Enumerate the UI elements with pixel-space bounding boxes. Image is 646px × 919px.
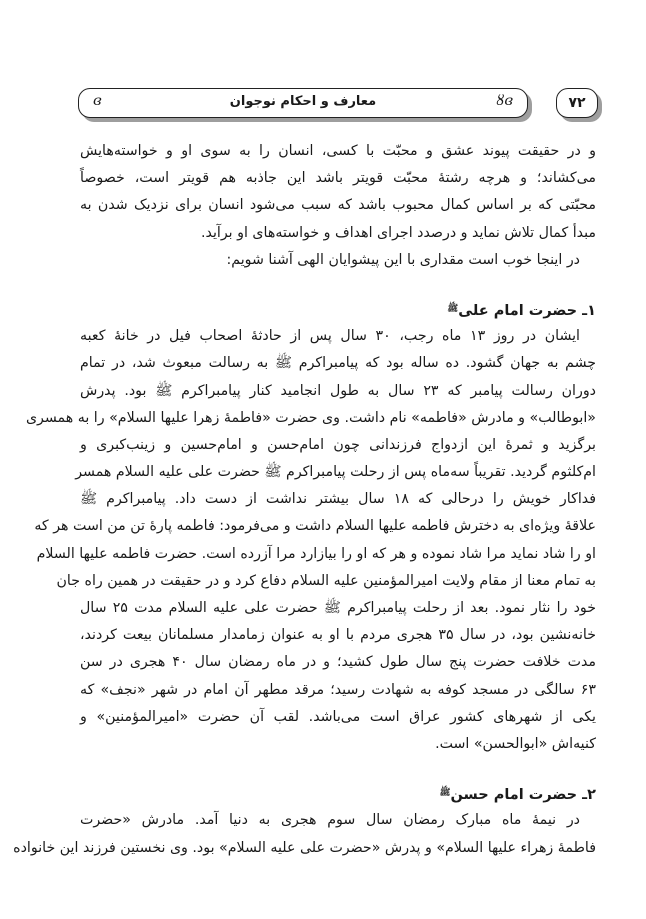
text-line: علاقهٔ ویژه‌ای به دخترش فاطمه عليها السلام داشت و می‌فرمود: فاطمه پارهٔ تن من است هر که bbox=[34, 518, 596, 535]
text-line: «ابوطالب» و مادرش «فاطمه» نام داشت. وی حضرت «فاطمهٔ زهرا عليها السلام» را به همسری bbox=[25, 409, 596, 426]
text-line: خود را نثار نمود. بعد از رحلت پیامبراکرم ﷺ حضرت علی عليه السلام مدت ۲۵ سال bbox=[80, 600, 596, 616]
text-line: محبّتی که بر اساس کمال محبوب باشد که سبب می‌شود انسان برای نزدیک شدن به bbox=[80, 197, 596, 214]
text-line: به تمام معنا از مقام ولایت امیرالمؤمنین عليه السلام دفاع کرد و در حقیقت در همین راه جان bbox=[56, 572, 596, 589]
text-line: مدت خلافت حضرت پنج سال طول کشید؛ و در ماه رمضان سال ۴۰ هجری در سن bbox=[80, 654, 596, 671]
text-line: می‌کشاند؛ و هرچه رشتهٔ محبّت قویتر باشد این جاذبه هم قویتر است، خصوصاً bbox=[80, 170, 596, 187]
page-number: ۷۲ bbox=[556, 88, 598, 118]
text-line: در اینجا خوب است مقداری با این پیشوایان الهی آشنا شویم: bbox=[226, 251, 580, 268]
text-line: فداکار خویش را درحالی که ۱۸ سال بیشتر نداشت از دست داد. پیامبراکرم ﷺ bbox=[80, 491, 596, 508]
ornament-right-icon: ȣɞ bbox=[496, 93, 513, 109]
text-line: چشم به جهان گشود. ده ساله بود که پیامبراکرم ﷺ به رسالت مبعوث شد، در تمام bbox=[80, 355, 596, 372]
text-line: ایشان در روز ۱۳ ماه رجب، ۳۰ سال پس از حادثهٔ اصحاب فیل در خانهٔ کعبه bbox=[80, 328, 580, 345]
page-header bbox=[78, 88, 598, 118]
text-line: خانه‌نشین بود، در سال ۳۵ هجری مردم با او به عنوان زمامدار مسلمانان بیعت کردند، bbox=[80, 627, 596, 644]
text-line: ام‌کلثوم گردید. تقریباً سه‌ماه پس از رحلت پیامبراکرم ﷺ حضرت علی عليه السلام همسر bbox=[75, 464, 596, 481]
text-line: فاطمهٔ زهراء عليها السلام» و پدرش «حضرت علی عليه السلام» بود. وی نخستین فرزند این خانواده bbox=[13, 839, 596, 856]
ornament-left-icon: ɞ bbox=[93, 93, 102, 109]
text-line: مبدأ کمال تلاش نماید و درصدد اجرای اهداف و خواسته‌های او برآید. bbox=[201, 224, 596, 241]
text-line: برگزید و ثمرهٔ این ازدواج فرزندانی چون امام‌حسن و امام‌حسین و زینب‌کبری و bbox=[80, 436, 596, 453]
text-line: او را شاد نماید مرا شاد نموده و هر که او را بیازارد مرا آزرده است. حضرت فاطمه عليها السلام bbox=[36, 545, 596, 562]
running-title-box bbox=[78, 88, 528, 118]
text-line: و در حقیقت پیوند عشق و محبّت با کسی، انسان را به سوی او و خواسته‌هایش bbox=[80, 143, 596, 159]
page-body bbox=[13, 138, 596, 862]
book-title: معارف و احکام نوجوان bbox=[229, 94, 377, 109]
text-line: یکی از شهرهای کشور عراق است می‌باشد. لقب آن حضرت «امیرالمؤمنین» و bbox=[80, 708, 596, 725]
honorific-icon: ﷺ bbox=[439, 788, 451, 799]
section-heading-imam-hasan: ۲ـ حضرت امام حسن$^ﷺ$ bbox=[439, 787, 596, 804]
text-line: در نیمهٔ ماه مبارک رمضان سال سوم هجری به دنیا آمد. مادرش «حضرت bbox=[80, 812, 580, 829]
section-heading-imam-ali: ۱ـ حضرت امام علی$^ﷺ$ bbox=[447, 302, 596, 319]
text-line: کنیه‌اش «ابوالحسن» است. bbox=[435, 735, 596, 752]
text-line: ۶۳ سالگی در مسجد کوفه به شهادت رسید؛ مرقد مطهر آن امام در شهر «نجف» که bbox=[80, 681, 596, 698]
text-line: دوران رسالت پیامبر که ۲۳ سال به طول انجامید کنار پیامبراکرم ﷺ بود. پدرش bbox=[80, 382, 596, 399]
honorific-icon: ﷺ bbox=[447, 303, 459, 314]
